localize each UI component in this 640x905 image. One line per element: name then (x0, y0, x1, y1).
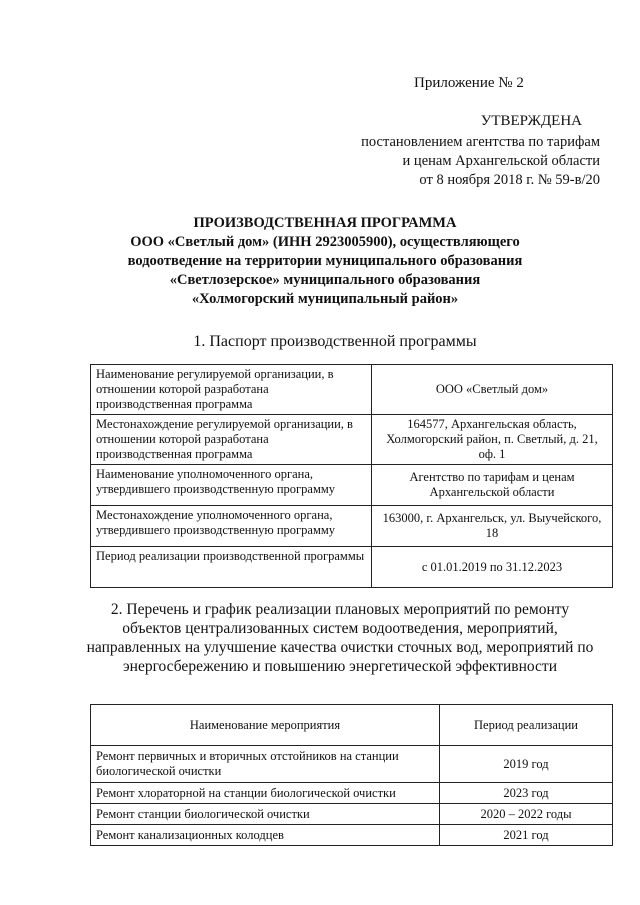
passport-label: Наименование уполномоченного органа, утвердившего производственную программу (91, 465, 372, 506)
passport-value: Агентство по тарифам и ценам Архангельской области (372, 465, 613, 506)
table-row (91, 547, 613, 588)
approval-line: от 8 ноября 2018 г. № 59-в/20 (419, 172, 600, 188)
title-line: ПРОИЗВОДСТВЕННАЯ ПРОГРАММА (193, 215, 457, 231)
appendix-label: Приложение № 2 (414, 75, 524, 91)
approval-line: и ценам Архангельской области (402, 153, 600, 169)
table-row (91, 506, 613, 547)
event-period: 2021 год (440, 825, 613, 846)
title-line: ООО «Светлый дом» (ИНН 2923005900), осуществляющего (130, 234, 520, 250)
title-line: «Светлозерское» муниципального образования (169, 272, 481, 288)
section1-title: 1. Паспорт производственной программы (193, 333, 477, 350)
title-line: водоотведение на территории муниципального образования (127, 253, 523, 269)
event-name: Ремонт хлораторной на станции биологической очистки (91, 783, 440, 804)
passport-value: ООО «Светлый дом» (372, 365, 613, 415)
table-row (91, 465, 613, 506)
approval-block (340, 112, 600, 190)
passport-label: Местонахождение регулируемой организации, в отношении которой разработана производственная программа (91, 415, 372, 465)
events-table (90, 704, 613, 846)
section2-title: 2. Перечень и график реализации плановых мероприятий по ремонту объектов централизованных систем водоотведения, мероприятий, направленных на улучшение качества очистки сточных вод, мероприятий по энергосбережению и повышению энергетической эффективности (86, 601, 594, 675)
column-header-name: Наименование мероприятия (91, 705, 440, 746)
passport-value: 163000, г. Архангельск, ул. Выучейского, 18 (372, 506, 613, 547)
passport-value: 164577, Архангельская область, Холмогорский район, п. Светлый, д. 21, оф. 1 (372, 415, 613, 465)
passport-table (90, 364, 613, 588)
event-name: Ремонт первичных и вторичных отстойников на станции биологической очистки (91, 746, 440, 783)
event-period: 2023 год (440, 783, 613, 804)
event-period: 2020 – 2022 годы (440, 804, 613, 825)
event-name: Ремонт канализационных колодцев (91, 825, 440, 846)
table-header-row (91, 705, 613, 746)
passport-label: Наименование регулируемой организации, в отношении которой разработана производственная программа (91, 365, 372, 415)
table-row (91, 825, 613, 846)
table-row (91, 783, 613, 804)
event-name: Ремонт станции биологической очистки (91, 804, 440, 825)
table-row (91, 415, 613, 465)
table-row (91, 804, 613, 825)
document-title (90, 214, 560, 309)
event-period: 2019 год (440, 746, 613, 783)
table-row (91, 365, 613, 415)
passport-label: Местонахождение уполномоченного органа, утвердившего производственную программу (91, 506, 372, 547)
column-header-period: Период реализации (440, 705, 613, 746)
approval-line: постановлением агентства по тарифам (361, 134, 600, 150)
title-line: «Холмогорский муниципальный район» (191, 291, 459, 307)
passport-label: Период реализации производственной программы (91, 547, 372, 588)
approval-heading: УТВЕРЖДЕНА (480, 113, 582, 129)
table-row (91, 746, 613, 783)
passport-value: с 01.01.2019 по 31.12.2023 (372, 547, 613, 588)
